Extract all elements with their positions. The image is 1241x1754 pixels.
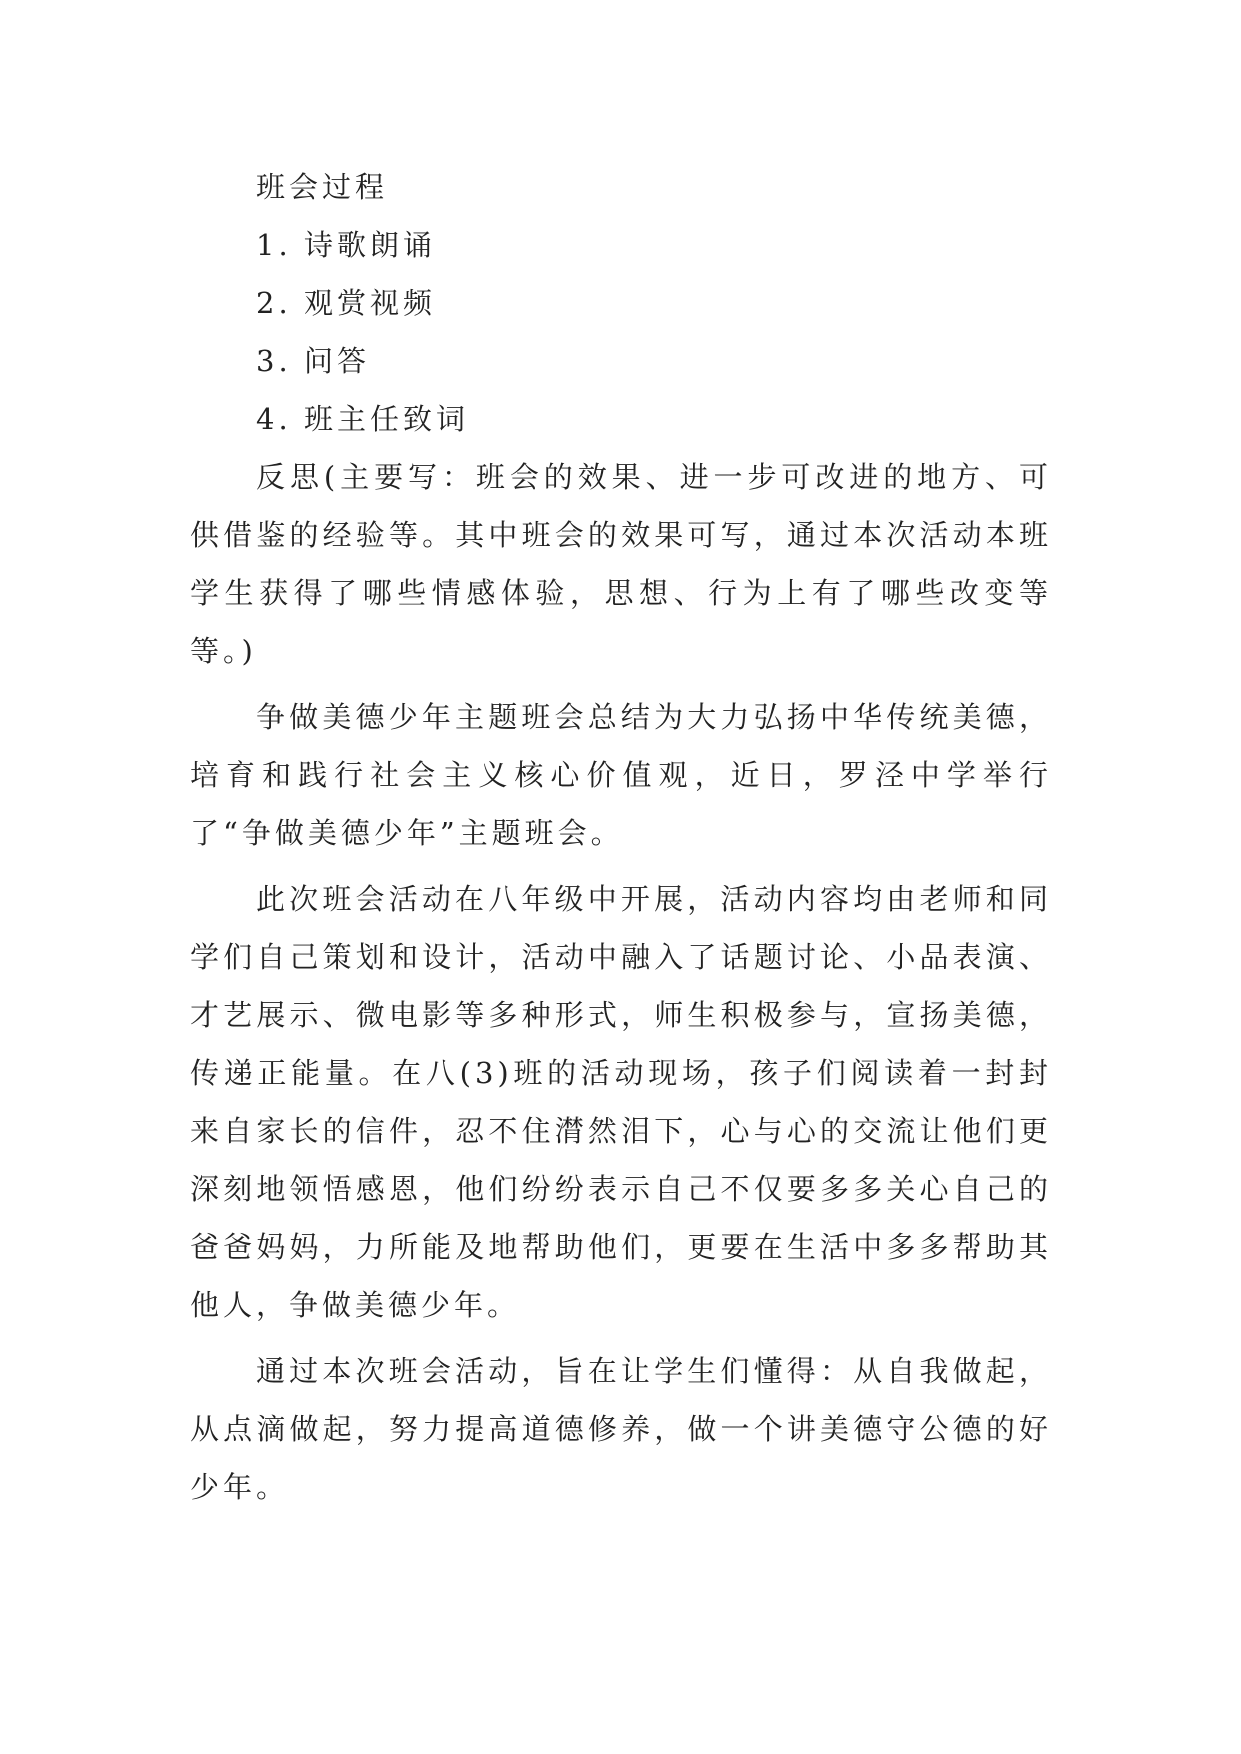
list-item-text: 观赏视频 bbox=[304, 286, 437, 320]
list-item-text: 问答 bbox=[304, 344, 371, 378]
list-item bbox=[190, 216, 1052, 274]
summary-intro-paragraph: 争做美德少年主题班会总结为大力弘扬中华传统美德，培育和践行社会主义核心价值观，近日，罗泾中学举行了“争做美德少年”主题班会。 bbox=[190, 700, 1052, 850]
list-item bbox=[190, 390, 1052, 448]
reflection-paragraph: 反思(主要写：班会的效果、进一步可改进的地方、可供借鉴的经验等。其中班会的效果可写，通过本次活动本班学生获得了哪些情感体验，思想、行为上有了哪些改变等等。) bbox=[190, 460, 1052, 668]
list-item-number: 2. bbox=[256, 286, 292, 320]
document-body bbox=[190, 158, 1052, 1516]
conclusion-paragraph: 通过本次班会活动，旨在让学生们懂得：从自我做起，从点滴做起，努力提高道德修养，做一个讲美德守公德的好少年。 bbox=[190, 1354, 1052, 1504]
activity-description-paragraph: 此次班会活动在八年级中开展，活动内容均由老师和同学们自己策划和设计，活动中融入了话题讨论、小品表演、才艺展示、微电影等多种形式，师生积极参与，宣扬美德，传递正能量。在八(3)班的活动现场，孩子们阅读着一封封来自家长的信件，忍不住潸然泪下，心与心的交流让他们更深刻地领悟感恩，他们纷纷表示自己不仅要多多关心自己的爸爸妈妈，力所能及地帮助他们，更要在生活中多多帮助其他人，争做美德少年。 bbox=[190, 882, 1052, 1322]
list-item-number: 4. bbox=[256, 402, 292, 436]
list-item-number: 3. bbox=[256, 344, 292, 378]
list-item bbox=[190, 332, 1052, 390]
list-item-text: 班主任致词 bbox=[304, 402, 470, 436]
list-item-number: 1. bbox=[256, 228, 292, 262]
procedure-list bbox=[190, 216, 1052, 448]
section-heading: 班会过程 bbox=[256, 170, 389, 204]
list-item bbox=[190, 274, 1052, 332]
list-item-text: 诗歌朗诵 bbox=[304, 228, 437, 262]
